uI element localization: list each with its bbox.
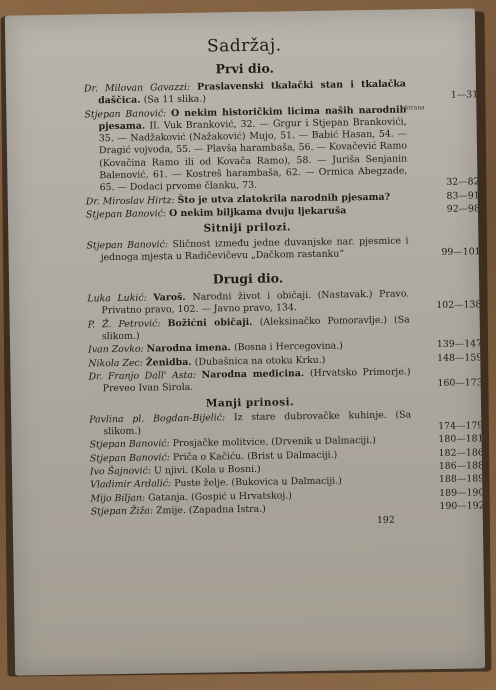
part1-sub-heading: Sitniji prilozi. <box>203 221 291 235</box>
entry-pages: 188—189 <box>438 473 485 486</box>
entry-author: Stjepan Banović: <box>86 238 173 252</box>
entry-pages: 180—181 <box>438 433 484 446</box>
toc-entry <box>83 78 479 108</box>
entry-description: Sličnost između jedne duvanjske nar. pjesmice i jednoga mjesta u Radičevičevu „Dačkom rastanku“ <box>100 234 409 264</box>
entry-title: Narodna imena. <box>146 342 235 355</box>
entry-author: Dr. Franjo Dall' Asta: <box>88 369 202 383</box>
entry-author: Luka Lukić: <box>87 292 154 305</box>
entry-title: Narodna medicina. <box>201 367 311 381</box>
entry-pages: 32—82 <box>446 176 480 189</box>
entry-author: Ivo Šajnović: <box>89 465 155 478</box>
entry-author: Vladimir Ardalić: <box>90 478 175 491</box>
entry-title: Ženidba. <box>145 356 195 369</box>
entry-description: Priča o Kačiću. (Brist u Dalmaciji.) <box>172 449 338 463</box>
entry-author: Stjepan Banović: <box>84 107 172 121</box>
strana-label: Strana <box>404 105 425 112</box>
entry-title: Što je utva zlatokrila narodnih pjesama? <box>177 191 391 206</box>
entry-pages: 189—190 <box>439 486 485 499</box>
entry-pages: 148—159 <box>437 351 483 364</box>
last-page-number: 192 <box>376 514 395 527</box>
entry-description: (Sa 11 slika.) <box>143 93 207 106</box>
part1-sub-list <box>86 234 481 265</box>
entry-pages: 160—173 <box>437 377 483 390</box>
toc-entry <box>88 366 483 396</box>
entry-description: (Bosna i Hercegovina.) <box>233 340 343 354</box>
entry-pages: 139—147 <box>436 338 483 351</box>
entry-pages: 99—101 <box>441 246 481 258</box>
entry-description: Gatanja. (Gospić u Hrvatskoj.) <box>148 489 292 504</box>
entry-description: Zmije. (Zapadna Istra.) <box>155 503 266 517</box>
entry-author: Dr. Milovan Gavazzi: <box>83 81 198 95</box>
entry-author: Nikola Zec: <box>88 357 146 370</box>
toc-entry <box>86 234 481 265</box>
entry-author: Ivan Zovko: <box>88 343 147 356</box>
entry-author: Stjepan Banović: <box>89 438 173 451</box>
entry-description: Prosjačke molitvice. (Drvenik u Dalmaciji.) <box>172 435 376 450</box>
entry-title: Varoš. <box>153 291 193 304</box>
entry-pages: 83—91 <box>446 189 480 202</box>
entry-pages: 102—138 <box>436 299 482 312</box>
entry-author: P. Ž. Petrović: <box>87 317 168 331</box>
entry-description: Narodni život i običaji. (Nastavak.) Pravo. Privatno pravo, 102. — Javno pravo, 134. <box>101 288 410 317</box>
part1-heading: Prvi dio. <box>215 60 274 77</box>
entry-description: (Hrvatsko Primorje.) Preveo Ivan Sirola. <box>102 366 411 395</box>
entry-pages: 174—179 <box>438 420 484 433</box>
entry-description: (Dubašnica na otoku Krku.) <box>194 354 326 368</box>
entry-title: Praslavenski tkalački stan i tkalačka daščica. <box>98 78 407 107</box>
entry-author: Dr. Miroslav Hirtz: <box>85 194 178 208</box>
entry-title: Božićni običaji. <box>167 316 260 329</box>
entry-pages: 190—192 <box>439 500 485 512</box>
entry-pages: 92—98 <box>446 203 481 215</box>
part2-sub-list <box>89 409 485 518</box>
entry-author: Stjepan Banović: <box>89 451 173 465</box>
toc-entry <box>87 288 482 319</box>
page-title: Sadržaj. <box>206 35 282 57</box>
entry-description: Puste želje. (Bukovica u Dalmaciji.) <box>174 475 343 490</box>
part2-list <box>87 288 483 396</box>
entry-author: Stjepan Banović: <box>85 208 170 221</box>
book-page <box>5 8 485 675</box>
entry-author: Stjepan Žiža: <box>90 505 157 518</box>
entry-title: O nekim historičkim licima naših narodnih pjesama. <box>98 104 407 133</box>
part2-sub-heading: Manji prinosi. <box>205 395 295 410</box>
entry-pages: 186—188 <box>438 460 485 472</box>
entry-author: Mijo Biljan: <box>90 492 149 505</box>
entry-pages: 1—31 <box>450 89 479 102</box>
entry-description: U njivi. (Kola u Bosni.) <box>153 463 261 477</box>
entry-title: O nekim biljkama dvuju ljekaruša <box>168 205 347 220</box>
entry-description: (Aleksinačko Pomoravlje.) (Sa slikom.) <box>101 314 410 343</box>
entry-author: Pavlina pl. Bogdan-Bijelić: <box>89 412 234 426</box>
entry-description: II. Vuk Branković, 32. — Grgur i Stjepan Brankovići, 35. — Nadžaković (Nažaković) Mujo, 51. — Babić Hasan, 54. — Dragić vojvoda, 55. — Plavša harambaša, 56. — Kovačević Ramo (Kovačina Ramo ili od Kovača Ramo), 58. — Juriša Senjanin Balenović, 61. — Kostreš harambaša, 62. — Ormica Abegzade, 65. — Dodaci prvome članku, 73. <box>98 116 408 194</box>
toc-entry <box>88 314 410 344</box>
entry-pages: 182—186 <box>438 446 484 459</box>
toc-entry <box>89 409 484 439</box>
entry-description: Iz stare dubrovačke kuhinje. (Sa slikom.) <box>103 409 412 438</box>
part2-heading: Drugi dio. <box>212 270 284 287</box>
